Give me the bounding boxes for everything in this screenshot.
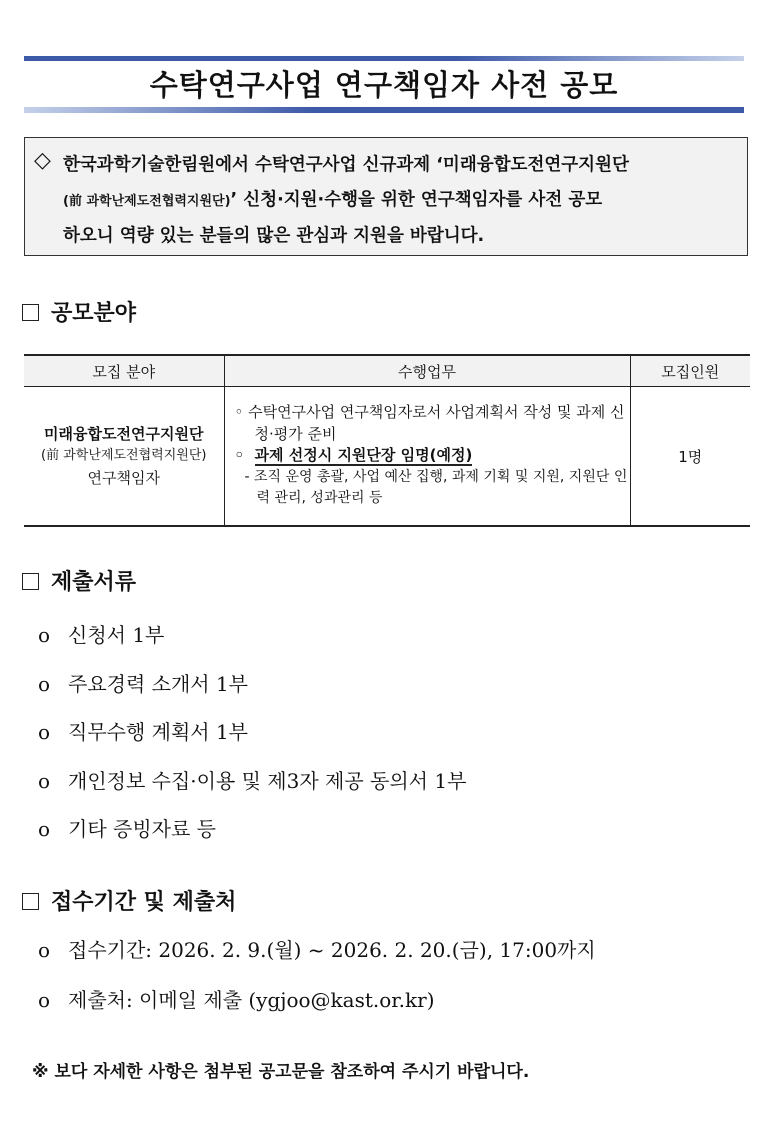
- list-bullet: o: [38, 623, 51, 647]
- recruit-table: [24, 354, 750, 527]
- section-heading-period: [22, 885, 236, 916]
- list-bullet: o: [38, 672, 51, 696]
- list-item: [38, 619, 164, 648]
- task-item-3: - 조직 운영 총괄, 사업 예산 집행, 과제 기획 및 지원, 지원단 인력 관리, 성과관리 등: [244, 468, 628, 507]
- list-bullet: o: [38, 938, 51, 962]
- field-role: 연구책임자: [87, 469, 160, 487]
- diamond-icon: ◇: [34, 148, 51, 173]
- list-item-text: 개인정보 수집·이용 및 제3자 제공 동의서 1부: [68, 769, 467, 793]
- field-former-name: (前 과학난제도전협력지원단): [41, 448, 207, 463]
- notice-line-1: 한국과학기술한림원에서 수탁연구사업 신규과제 ‘미래융합도전연구지원단: [63, 155, 629, 175]
- notice-line-2-text: ’ 신청·지원·수행을 위한 연구책임자를 사전 공모: [230, 190, 603, 210]
- list-item: [38, 668, 248, 697]
- section-heading-text: 접수기간 및 제출처: [51, 890, 237, 915]
- field-name: 미래융합도전연구지원단: [44, 425, 204, 443]
- notice-box: [24, 137, 748, 256]
- list-item: [38, 765, 466, 794]
- section-heading-documents: [22, 565, 136, 596]
- task-item-2-bullet: ◦: [234, 446, 245, 465]
- table-header-row: [24, 355, 750, 387]
- table-header-field: 모집 분야: [24, 355, 224, 387]
- title-banner: [24, 56, 744, 113]
- list-item-text: 신청서 1부: [68, 623, 165, 647]
- list-item: [38, 813, 216, 842]
- section-heading-text: 공모분야: [51, 301, 137, 326]
- table-cell-field: [24, 387, 224, 527]
- list-item: [38, 716, 248, 745]
- notice-line-2: [63, 186, 602, 211]
- task-item-2-text: 과제 선정시 지원단장 임명(예정): [254, 446, 473, 465]
- table-header-task: 수행업무: [224, 355, 630, 387]
- table-cell-task: [224, 387, 630, 527]
- notice-line-3: 하오니 역량 있는 분들의 많은 관심과 지원을 바랍니다.: [63, 226, 485, 246]
- section-heading-text: 제출서류: [51, 570, 137, 595]
- list-bullet: o: [38, 988, 51, 1012]
- list-bullet: o: [38, 769, 51, 793]
- footer-note: ※ 보다 자세한 사항은 첨부된 공고문을 참조하여 주시기 바랍니다.: [32, 1062, 530, 1082]
- list-item: [38, 934, 596, 963]
- page-title: 수탁연구사업 연구책임자 사전 공모: [149, 68, 619, 102]
- title-bottom-rule: [24, 107, 744, 113]
- list-item-text: 제출처: 이메일 제출 (ygjoo@kast.or.kr): [68, 988, 435, 1012]
- list-item-text: 직무수행 계획서 1부: [68, 720, 248, 744]
- checkbox-square-icon: [22, 893, 39, 910]
- table-header-count: 모집인원: [630, 355, 750, 387]
- section-heading-field: [22, 296, 136, 327]
- notice-former-name: (前 과학난제도전협력지원단): [63, 194, 231, 209]
- checkbox-square-icon: [22, 573, 39, 590]
- task-item-2: [235, 445, 630, 467]
- table-cell-count: 1명: [630, 387, 750, 527]
- list-item-text: 주요경력 소개서 1부: [68, 672, 248, 696]
- list-item-text: 기타 증빙자료 등: [68, 817, 216, 841]
- list-bullet: o: [38, 720, 51, 744]
- list-bullet: o: [38, 817, 51, 841]
- list-item: [38, 984, 435, 1013]
- checkbox-square-icon: [22, 304, 39, 321]
- task-item-1: ◦ 수탁연구사업 연구책임자로서 사업계획서 작성 및 과제 신청·평가 준비: [234, 403, 625, 443]
- table-row: [24, 387, 750, 527]
- list-item-text: 접수기간: 2026. 2. 9.(월) ~ 2026. 2. 20.(금), 17:00까지: [68, 938, 596, 962]
- title-top-rule: [24, 56, 744, 61]
